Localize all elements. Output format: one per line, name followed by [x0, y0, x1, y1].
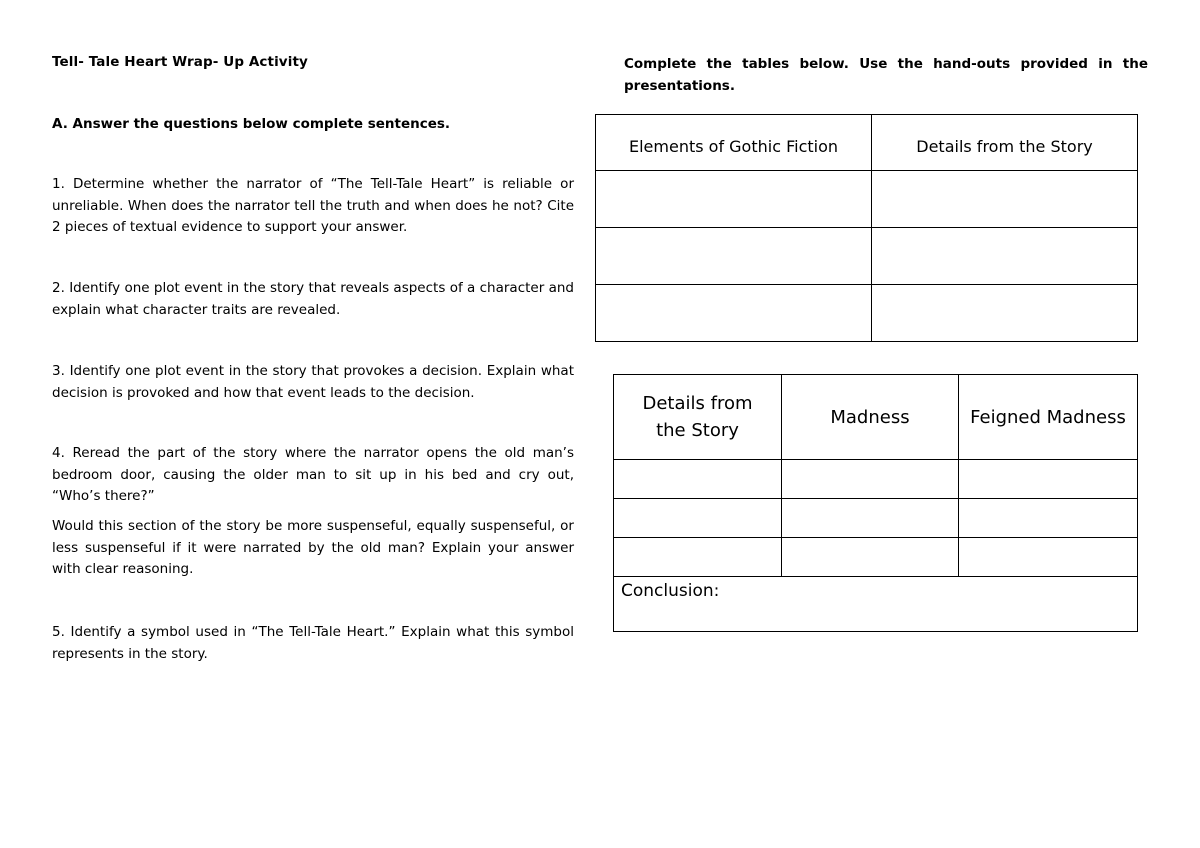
- table-cell-blank[interactable]: [782, 538, 959, 577]
- document-title: Tell- Tale Heart Wrap- Up Activity: [52, 54, 308, 70]
- table-cell-blank[interactable]: [872, 171, 1138, 228]
- table-cell-blank[interactable]: [782, 499, 959, 538]
- header-details-from-story: [614, 375, 782, 460]
- table-row: [596, 228, 1138, 285]
- table-row: [614, 538, 1138, 577]
- question-4: 4. Reread the part of the story where the narrator opens the old man’s bedroom door, causing the older man to sit up in his bed and cry out, “Who’s there?”: [52, 445, 574, 504]
- header-elements-of-gothic-fiction: Elements of Gothic Fiction: [596, 115, 872, 171]
- table-header-row: [614, 375, 1138, 460]
- madness-table: [613, 374, 1138, 632]
- table-cell-blank[interactable]: [959, 460, 1138, 499]
- table-cell-blank[interactable]: [782, 460, 959, 499]
- conclusion-cell[interactable]: [614, 577, 1138, 632]
- header-madness: Madness: [782, 375, 959, 460]
- question-4-followup: Would this section of the story be more suspenseful, equally suspenseful, or less suspenseful if it were narrated by the old man? Explain your answer with clear reasoning.: [52, 518, 574, 577]
- table-cell-blank[interactable]: [596, 285, 872, 342]
- table-cell-blank[interactable]: [872, 228, 1138, 285]
- section-a-heading: A. Answer the questions below complete sentences.: [52, 116, 451, 132]
- table-row: [614, 460, 1138, 499]
- table-cell-blank[interactable]: [596, 171, 872, 228]
- conclusion-row: [614, 577, 1138, 632]
- gothic-elements-table: [595, 114, 1138, 342]
- header-details-from-story-label: Details from the Story: [642, 393, 753, 441]
- header-feigned-madness: Feigned Madness: [959, 375, 1138, 460]
- conclusion-label: Conclusion:: [621, 581, 720, 601]
- table-cell-blank[interactable]: [614, 538, 782, 577]
- table-row: [614, 499, 1138, 538]
- table-cell-blank[interactable]: [614, 499, 782, 538]
- table-row: [596, 285, 1138, 342]
- table-header-row: [596, 115, 1138, 171]
- question-2: 2. Identify one plot event in the story that reveals aspects of a character and explain what character traits are revealed.: [52, 280, 574, 318]
- header-details-from-story: Details from the Story: [872, 115, 1138, 171]
- table-cell-blank[interactable]: [959, 538, 1138, 577]
- table-row: [596, 171, 1138, 228]
- question-5: 5. Identify a symbol used in “The Tell-Tale Heart.” Explain what this symbol represents in the story.: [52, 624, 574, 662]
- question-1: 1. Determine whether the narrator of “The Tell-Tale Heart” is reliable or unreliable. When does the narrator tell the truth and when does he not? Cite 2 pieces of textual evidence to support your answer.: [52, 176, 574, 235]
- table-cell-blank[interactable]: [959, 499, 1138, 538]
- table-instructions: Complete the tables below. Use the hand-outs provided in the presentations.: [624, 56, 1148, 94]
- table-cell-blank[interactable]: [872, 285, 1138, 342]
- table-cell-blank[interactable]: [614, 460, 782, 499]
- question-3: 3. Identify one plot event in the story that provokes a decision. Explain what decision is provoked and how that event leads to the decision.: [52, 363, 574, 401]
- table-cell-blank[interactable]: [596, 228, 872, 285]
